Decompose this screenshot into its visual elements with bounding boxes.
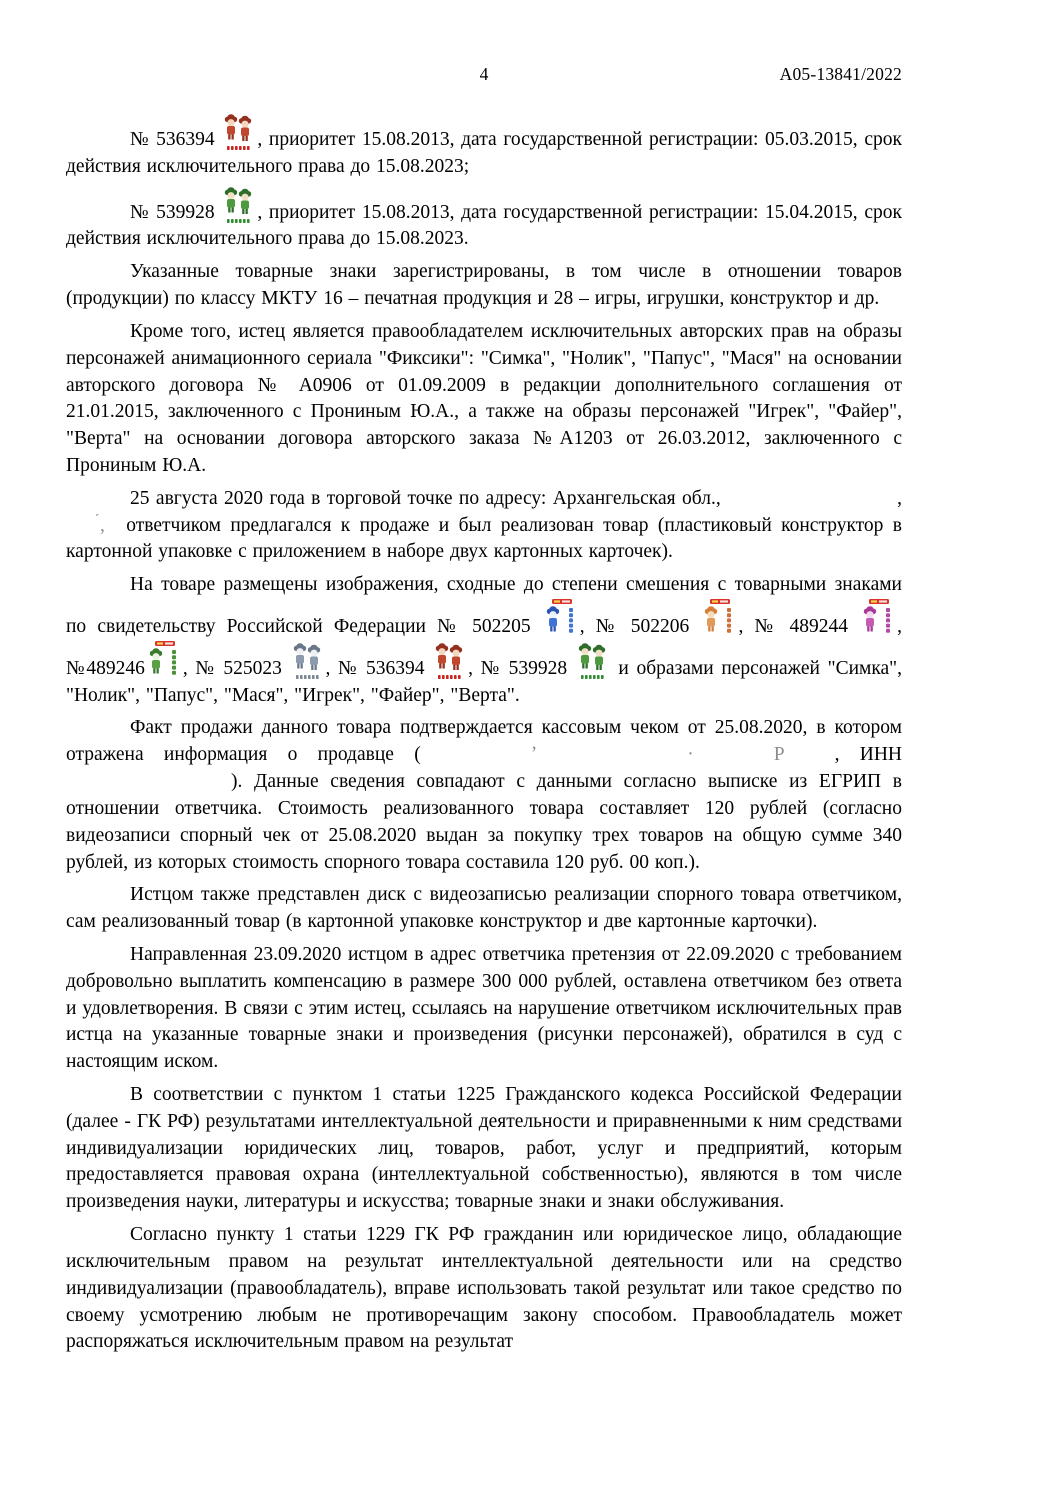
trademark-image-539928-2: [578, 643, 608, 681]
case-number: А05-13841/2022: [779, 64, 902, 84]
trademark-image-536394-2: [435, 643, 465, 681]
redacted-gap: [537, 758, 687, 760]
redacted-gap: [421, 758, 531, 760]
trademark-image-489246: [148, 641, 180, 681]
trademark-image-489244: [862, 599, 894, 639]
redacted-gap: [694, 758, 774, 760]
trademark-image-525023: [293, 643, 323, 681]
redacted-gap: [785, 758, 835, 760]
document-body: [66, 114, 902, 1356]
para-trademark-539928: № 539928 , приоритет 15.08.2013, дата государственной регистрации: 15.04.2015, срок действия исключительного права до 15.08.2023.: [66, 187, 902, 254]
page-number: 4: [479, 64, 489, 84]
redacted-gap: [114, 529, 126, 531]
redacted-gap: [66, 785, 231, 787]
para-sale-proof: Факт продажи данного товара подтверждается кассовым чеком от 25.08.2020, в котором отражена информация о продавце ( ʼ · Р , ИНН ). Данные сведения совпадают с данными согласно выписке из ЕГРИП в отношении ответчика. Стоимость реализованного товара составляет 120 рублей (согласно видеозаписи спорный чек от 25.08.2020 выдан за покупку трех товаров на общую сумме 340 рублей, из которых стоимость спорного товара составила 120 руб. 00 коп.).: [66, 717, 902, 873]
redacted-mark: ·: [687, 744, 694, 766]
para-evidence-disc: Истцом также представлен диск с видеозаписью реализации спорного товара ответчиком, сам реализованный товар (в картонной упаковке конструктор и две картонные карточки).: [66, 884, 902, 933]
para-trademark-536394: № 536394 , приоритет 15.08.2013, дата государственной регистрации: 05.03.2015, срок действия исключительного права до 15.08.2023;: [66, 114, 902, 181]
redacted-mark: ʼ: [530, 744, 538, 766]
redacted-mark: Р: [773, 744, 785, 766]
para-author-rights: Кроме того, истец является правообладателем исключительных авторских прав на образы персонажей анимационного сериала "Фиксики": "Симка", "Нолик", "Папус", "Мася" на основании авторского договора № А0906 от 01.09.2009 в редакции дополнительного соглашения от 21.01.2015, заключенного с Прониным Ю.А., а также на образы персонажей "Игрек", "Файер", "Верта" на основании договора авторского заказа №А1203 от 26.03.2012, заключенного с Прониным Ю.А.: [66, 320, 902, 476]
trademark-image-539928: [224, 187, 254, 225]
trademark-image-502205: [545, 599, 577, 639]
para-trademark-classes: Указанные товарные знаки зарегистрированы, в том числе в отношении товаров (продукции) по классу МКТУ 16 – печатная продукция и 28 – игры, игрушки, конструктор и др.: [66, 261, 902, 310]
para-gk-rf-1229: Согласно пункту 1 статьи 1229 ГК РФ гражданин или юридическое лицо, обладающие исключительным правом на результат интеллектуальной деятельности или на средство индивидуализации (правообладатель), вправе использовать такой результат или такое средство по своему усмотрению любым не противоречащим закону способом. Правообладатель может распоряжаться исключительным правом на результат: [66, 1224, 902, 1353]
redacted-mark: ́,: [100, 514, 115, 536]
para-sale-event: 25 августа 2020 года в торговой точке по адресу: Архангельская обл., , ́, ответчиком предлагался к продаже и был реализован товар (пластиковый конструктор в картонной упаковке с приложением в наборе двух картонных карточек).: [66, 487, 903, 563]
document-header: [66, 64, 902, 88]
redacted-gap: [66, 529, 100, 531]
para-claim-letter: Направленная 23.09.2020 истцом в адрес ответчика претензия от 22.09.2020 с требованием добровольно выплатить компенсацию в размере 300 000 рублей, оставлена ответчиком без ответа и удовлетворения. В связи с этим истец, ссылаясь на нарушение ответчиком исключительных прав истца на указанные товарные знаки и произведения (рисунки персонажей), обратился в суд с настоящим иском.: [66, 943, 902, 1073]
trademark-image-502206: [703, 599, 735, 639]
para-images-on-goods: На товаре размещены изображения, сходные до степени смешения с товарными знаками по свидетельству Российской Федерации № 502205 , № 502206 , № 489244 , №489246 , № 525023 , № 536394 , № 539928 и образами персонажей "Симка", "Нолик", "Папус", "Мася", "Игрек", "Файер", "Верта".: [66, 574, 903, 706]
trademark-image-536394: [224, 114, 254, 152]
redacted-gap: [727, 502, 897, 504]
para-gk-rf-1225: В соответствии с пунктом 1 статьи 1225 Гражданского кодекса Российской Федерации (далее - ГК РФ) результатами интеллектуальной деятельности и приравненными к ним средствами индивидуализации юридических лиц, товаров, работ, услуг и предприятий, которым предоставляется правовая охрана (интеллектуальной собственностью), являются в том числе произведения науки, литературы и искусства; товарные знаки и знаки обслуживания.: [66, 1084, 902, 1213]
